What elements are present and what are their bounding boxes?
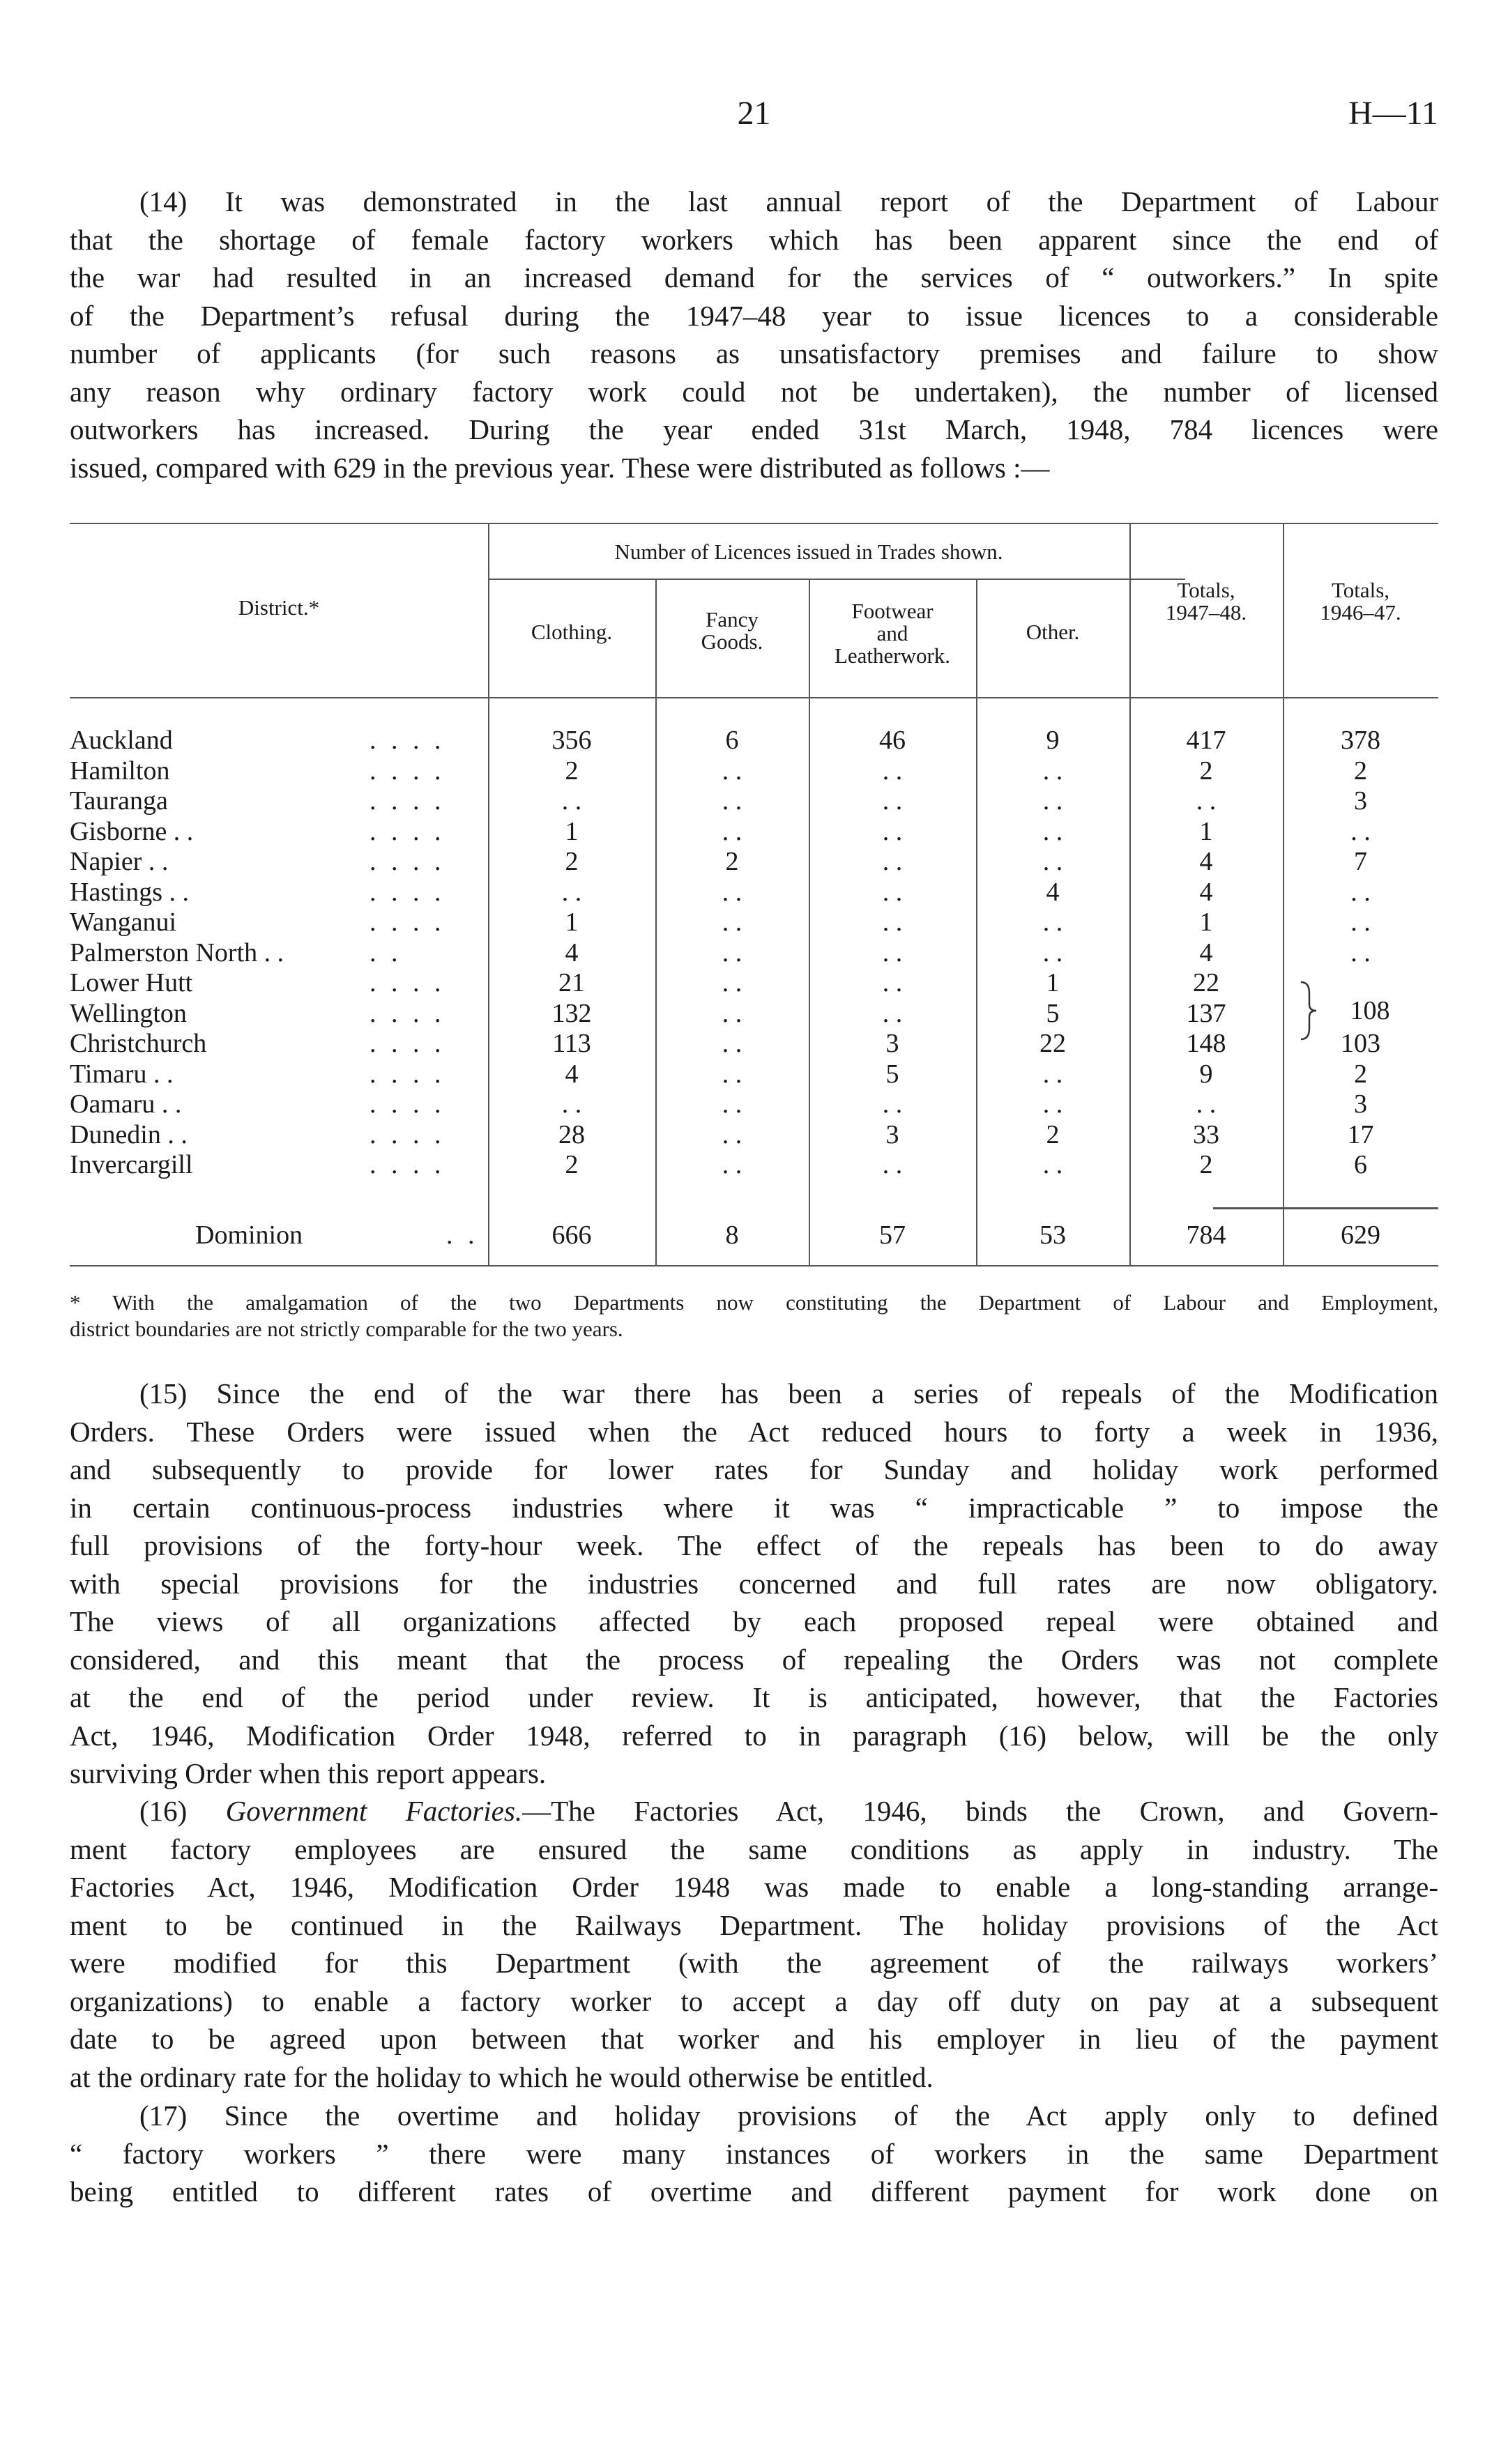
text-line: at the ordinary rate for the holiday to which he would otherwise be entitled. (70, 2060, 934, 2093)
cell-total48: 2 (1199, 1150, 1213, 1179)
page-reference: H—11 (1348, 95, 1438, 132)
district-name: Lower Hutt (70, 968, 193, 997)
cell-total47: 17 (1347, 1119, 1374, 1149)
cell-total48: 137 (1186, 998, 1226, 1028)
cell-other: 1 (1046, 968, 1060, 997)
district-name: Hastings . . (70, 877, 189, 907)
header-footwear-2: and (876, 621, 908, 645)
cell-other: 22 (1039, 1029, 1066, 1058)
cell-fancy: . . (722, 1150, 742, 1179)
cell-other: . . (1042, 1150, 1063, 1179)
cell-total48: 4 (1199, 938, 1213, 967)
text-line: surviving Order when this report appears. (70, 1757, 547, 1789)
dominion-total-1946-47: 629 (1341, 1220, 1380, 1250)
district-name: Oamaru . . (70, 1089, 182, 1119)
cell-clothing: 1 (565, 816, 579, 846)
cell-clothing: 1 (565, 908, 579, 937)
cell-total48: 1 (1199, 816, 1213, 846)
table-top-rule (70, 523, 1438, 524)
cell-total47: 3 (1354, 1089, 1367, 1119)
paragraph-14 (70, 183, 1438, 487)
cell-total47: 2 (1354, 1059, 1367, 1089)
cell-clothing: 113 (552, 1029, 591, 1058)
text-line: considered, and this meant that the process of repealing the Orders was not complete (70, 1643, 1438, 1676)
cell-clothing: 2 (565, 847, 579, 876)
cell-total48: 22 (1193, 968, 1219, 997)
cell-clothing: 28 (558, 1119, 585, 1149)
header-fancy-2: Goods. (701, 629, 763, 654)
text-line (70, 1792, 1438, 1830)
cell-fancy: . . (722, 1029, 742, 1058)
text-line: full provisions of the forty-hour week. The effect of the repeals has been to do away (70, 1529, 1438, 1561)
text-line: Orders. These Orders were issued when the Act reduced hours to forty a week in 1936, (70, 1415, 1438, 1448)
cell-clothing: 21 (558, 968, 585, 997)
text-line: date to be agreed upon between that worker and his employer in lieu of the payment (70, 2023, 1438, 2055)
cell-fancy: . . (722, 998, 742, 1028)
leader-dots: . . (370, 938, 402, 967)
header-totals-1946-47-a: Totals, (1331, 578, 1390, 602)
cell-footwear: . . (882, 786, 903, 816)
cell-other: 2 (1046, 1119, 1060, 1149)
dominion-total-1947-48: 784 (1186, 1220, 1226, 1250)
text-line: outworkers has increased. During the year ended 31st March, 1948, 784 licences were (70, 413, 1438, 445)
district-name: Invercargill (70, 1150, 193, 1179)
cell-fancy: . . (722, 877, 742, 907)
cell-total47: 6 (1354, 1150, 1367, 1179)
text-line: (15) Since the end of the war there has been a series of repeals of the Modification (139, 1377, 1438, 1409)
text-line: ment to be continued in the Railways Department. The holiday provisions of the Act (70, 1908, 1438, 1941)
header-footwear-3: Leatherwork. (834, 643, 951, 668)
cell-footwear: 5 (885, 1059, 899, 1089)
text-line: being entitled to different rates of overtime and different payment for work done on (70, 2175, 1438, 2207)
page-number: 21 (737, 95, 771, 132)
cell-total47: . . (1350, 908, 1371, 937)
cell-total47: . . (1350, 816, 1371, 846)
cell-clothing: 132 (551, 998, 592, 1028)
dominion-dots: . . (446, 1220, 479, 1250)
text-line: (17) Since the overtime and holiday provisions of the Act apply only to defined (139, 2099, 1438, 2132)
district-name: Napier . . (70, 847, 169, 876)
text-line: and subsequently to provide for lower rates for Sunday and holiday work performed (70, 1453, 1438, 1485)
header-clothing: Clothing. (531, 620, 613, 644)
footnote-line: * With the amalgamation of the two Departments now constituting the Department of Labour and Employment, (70, 1290, 1438, 1315)
leader-dots: . . . . (370, 1059, 445, 1089)
cell-footwear: . . (882, 1150, 903, 1179)
cell-fancy: . . (722, 1119, 742, 1149)
cell-clothing: 4 (565, 1059, 579, 1089)
cell-other: . . (1042, 816, 1063, 846)
text-line: with special provisions for the industries concerned and full rates are now obligatory. (70, 1567, 1438, 1600)
district-name: Gisborne . . (70, 816, 194, 846)
leader-dots: . . . . (370, 786, 445, 816)
leader-dots: . . . . (370, 1119, 445, 1149)
cell-total47: 2 (1354, 756, 1367, 786)
leader-dots: . . . . (370, 847, 445, 876)
dominion-clothing: 666 (551, 1220, 592, 1250)
cell-footwear: . . (882, 877, 903, 907)
cell-total47: 7 (1354, 847, 1367, 876)
paragraph-15 (70, 1375, 1438, 1793)
text-line: were modified for this Department (with the agreement of the railways workers’ (70, 1947, 1438, 1979)
cell-other: . . (1042, 938, 1063, 967)
cell-other: . . (1042, 1089, 1063, 1119)
licences-table (70, 523, 1438, 1269)
district-name: Christchurch (70, 1029, 207, 1058)
cell-total48: 2 (1199, 756, 1213, 786)
leader-dots: . . . . (370, 1089, 445, 1119)
header-totals-1946-47-b: 1946–47. (1320, 600, 1401, 625)
cell-total48: 417 (1186, 726, 1226, 755)
cell-other: . . (1042, 1059, 1063, 1089)
text-line: the war had resulted in an increased demand for the services of “ outworkers.” In spite (70, 261, 1438, 293)
cell-other: . . (1042, 847, 1063, 876)
cell-other: . . (1042, 786, 1063, 816)
leader-dots: . . . . (370, 726, 445, 755)
cell-total48: . . (1196, 1089, 1217, 1119)
page-header (70, 94, 1438, 136)
header-fancy-1: Fancy (706, 607, 759, 632)
leader-dots: . . . . (370, 1029, 445, 1058)
cell-footwear: . . (882, 908, 903, 937)
leader-dots: . . . . (370, 1150, 445, 1179)
cell-footwear: . . (882, 756, 903, 786)
text-line: The views of all organizations affected by each proposed repeal were obtained and (70, 1605, 1438, 1637)
cell-other: 9 (1046, 726, 1060, 755)
leader-dots: . . . . (370, 877, 445, 907)
cell-clothing: 356 (551, 726, 592, 755)
cell-total48: 9 (1199, 1059, 1213, 1089)
cell-fancy: . . (722, 786, 742, 816)
dominion-footwear: 57 (879, 1220, 906, 1250)
district-name: Wanganui (70, 908, 177, 937)
cell-total47: 378 (1341, 726, 1380, 755)
header-totals-1947-48-a: Totals, (1177, 578, 1235, 602)
cell-fancy: . . (722, 938, 742, 967)
text-line: “ factory workers ” there were many instances of workers in the same Department (70, 2137, 1438, 2170)
cell-other: 4 (1046, 877, 1060, 907)
cell-other: . . (1042, 756, 1063, 786)
text-line: Act, 1946, Modification Order 1948, referred to in paragraph (16) below, will be the only (70, 1719, 1438, 1752)
cell-footwear: 3 (885, 1029, 899, 1058)
cell-clothing: 2 (565, 1150, 579, 1179)
cell-total47: . . (1350, 938, 1371, 967)
cell-fancy: . . (722, 1089, 742, 1119)
cell-fancy: . . (722, 908, 742, 937)
dominion-other: 53 (1039, 1220, 1066, 1250)
paragraph-16 (70, 1792, 1438, 2096)
cell-other: 5 (1046, 998, 1060, 1028)
district-name: Hamilton (70, 756, 170, 786)
para16-lead: (16) (139, 1795, 226, 1827)
cell-footwear: . . (882, 968, 903, 997)
cell-footwear: . . (882, 998, 903, 1028)
cell-fancy: 2 (725, 847, 739, 876)
cell-fancy: . . (722, 968, 742, 997)
cell-total48: 4 (1199, 877, 1213, 907)
cell-fancy: 6 (725, 726, 739, 755)
text-line: of the Department’s refusal during the 1947–48 year to issue licences to a considerable (70, 299, 1438, 332)
cell-footwear: 3 (885, 1119, 899, 1149)
cell-clothing: . . (561, 786, 582, 816)
leader-dots: . . . . (370, 968, 445, 997)
header-other: Other. (1026, 620, 1080, 644)
group-header-rule (488, 579, 1185, 580)
leader-dots: . . . . (370, 908, 445, 937)
cell-fancy: . . (722, 1059, 742, 1089)
dominion-fancy: 8 (725, 1220, 739, 1250)
text-line: at the end of the period under review. It is anticipated, however, that the Factories (70, 1681, 1438, 1713)
text-line: issued, compared with 629 in the previous year. These were distributed as follows :— (70, 451, 1050, 484)
cell-clothing: 4 (565, 938, 579, 967)
footnote-line: district boundaries are not strictly comparable for the two years. (70, 1317, 623, 1341)
paragraph-17 (70, 2097, 1438, 2211)
leader-dots: . . . . (370, 756, 445, 786)
group-header: Number of Licences issued in Trades shown. (614, 540, 1003, 564)
cell-total47: . . (1350, 877, 1371, 907)
cell-clothing: 2 (565, 756, 579, 786)
para16-first-line: —The Factories Act, 1946, binds the Crown, and Govern- (522, 1795, 1438, 1827)
cell-footwear: . . (882, 938, 903, 967)
cell-total47: 103 (1341, 1029, 1380, 1058)
cell-total48: 1 (1199, 908, 1213, 937)
district-name: Wellington (70, 998, 187, 1028)
cell-footwear: . . (882, 816, 903, 846)
text-line: ment factory employees are ensured the same conditions as apply in industry. The (70, 1832, 1438, 1865)
cell-footwear: . . (882, 847, 903, 876)
text-line: in certain continuous-process industries where it was “ impracticable ” to impose the (70, 1491, 1438, 1524)
district-name: Dunedin . . (70, 1119, 188, 1149)
leader-dots: . . . . (370, 998, 445, 1028)
cell-clothing: . . (561, 877, 582, 907)
dominion-label: Dominion (195, 1220, 303, 1250)
text-line: number of applicants (for such reasons as unsatisfactory premises and failure to show (70, 337, 1438, 369)
district-name: Timaru . . (70, 1059, 174, 1089)
leader-dots: . . . . (370, 816, 445, 846)
table-footnote (70, 1290, 1438, 1342)
cell-fancy: . . (722, 816, 742, 846)
totals-rule (1213, 1207, 1438, 1209)
para16-title: Government Factories. (225, 1795, 523, 1827)
text-line: Factories Act, 1946, Modification Order 1948 was made to enable a long-standing arrange- (70, 1871, 1438, 1903)
cell-total47: 3 (1354, 786, 1367, 816)
cell-footwear: 46 (879, 726, 906, 755)
district-name: Auckland (70, 726, 173, 755)
cell-fancy: . . (722, 756, 742, 786)
text-line: organizations) to enable a factory worker to accept a day off duty on pay at a subsequent (70, 1984, 1438, 2017)
district-name: Tauranga (70, 786, 168, 816)
cell-total48: . . (1196, 786, 1217, 816)
text-line: that the shortage of female factory workers which has been apparent since the end of (70, 223, 1438, 256)
table-header-rule (70, 697, 1438, 698)
bracket-total: 108 (1350, 996, 1390, 1025)
cell-clothing: . . (561, 1089, 582, 1119)
header-footwear-1: Footwear (851, 599, 934, 623)
cell-total48: 148 (1186, 1029, 1226, 1058)
header-totals-1947-48-b: 1947–48. (1165, 600, 1247, 625)
cell-total48: 4 (1199, 847, 1213, 876)
text-line: (14) It was demonstrated in the last annual report of the Department of Labour (139, 185, 1438, 217)
table-bottom-rule (70, 1265, 1438, 1267)
cell-footwear: . . (882, 1089, 903, 1119)
cell-other: . . (1042, 908, 1063, 937)
district-name: Palmerston North . . (70, 938, 284, 967)
text-line: any reason why ordinary factory work could not be undertaken), the number of licensed (70, 375, 1438, 408)
district-header: District.* (238, 595, 320, 620)
cell-total48: 33 (1193, 1119, 1219, 1149)
